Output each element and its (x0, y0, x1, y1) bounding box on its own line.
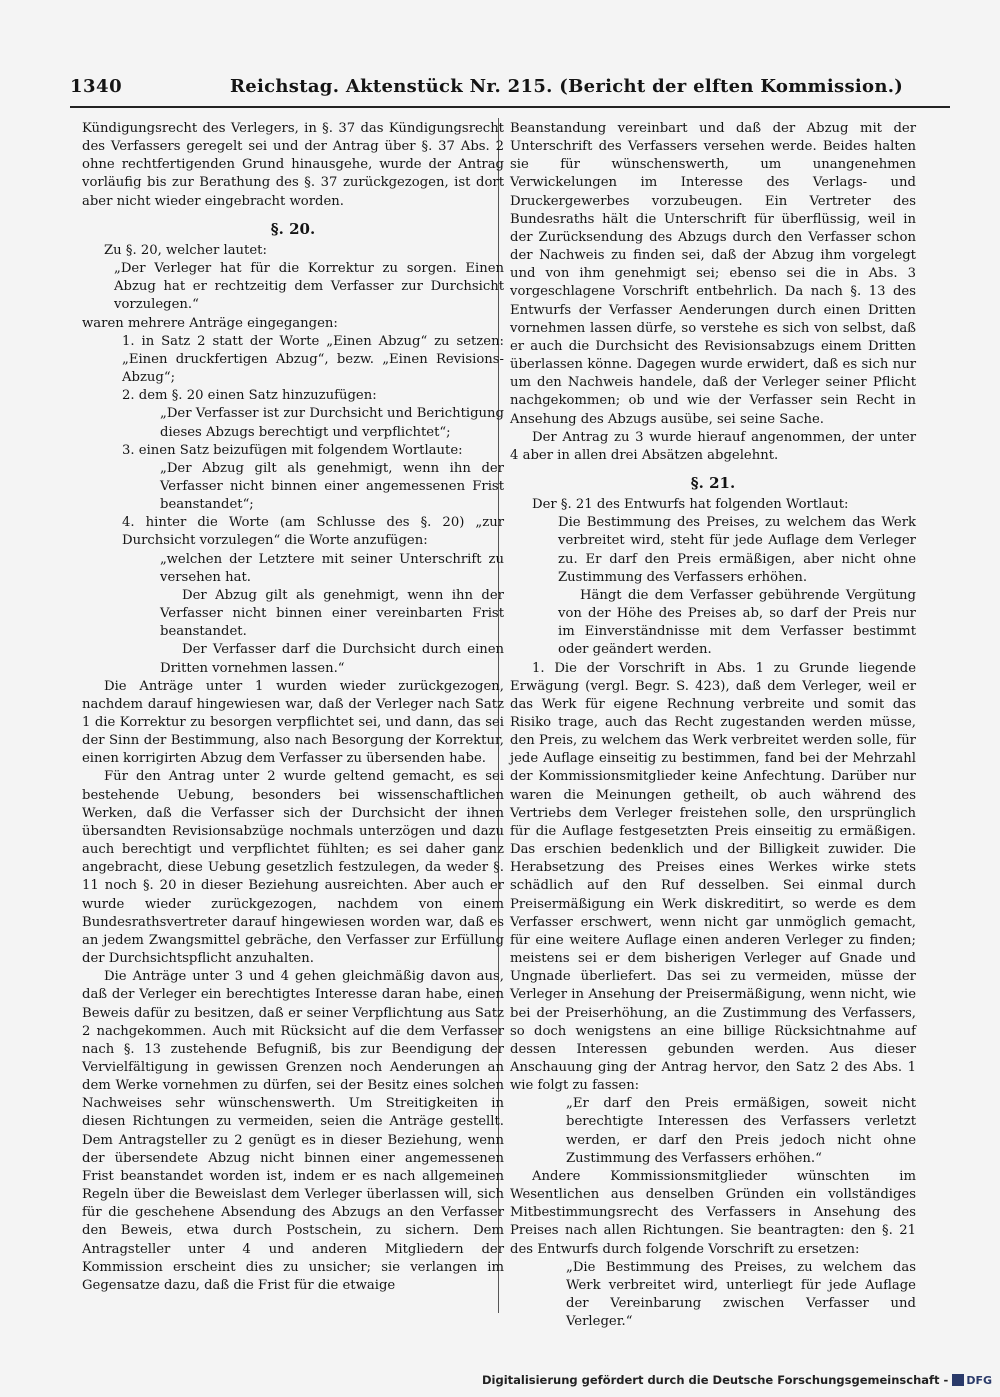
paragraph: Beanstandung vereinbart und daß der Abzug mit der Unterschrift des Verfassers versehen werde. Beides halten sie für wünschenswerth, um unangenehmen Verwickelungen im Interesse des Verlags- und Druckergewerbes vorzubeugen. Ein Vertreter des Bundesraths hält die Unterschrift für überflüssig, weil in der Zurücksendung des Abzugs durch den Verfasser schon der Nachweis zu finden sei, daß der Abzug ihm vorgelegt und von ihm genehmigt sei; ebenso sei die in Abs. 3 vorgeschlagene Vorschrift entbehrlich. Da nach §. 13 des Entwurfs der Verfasser Aenderungen durch einen Dritten vornehmen lassen dürfe, so verstehe es sich von selbst, daß er auch die Durchsicht des Revisionsabzugs einem Dritten überlassen könne. Dagegen wurde erwidert, daß es sich nur um den Nachweis handele, daß der Verleger seiner Pflicht nachgekommen; ob und wie der Verfasser sein Recht in Ansehung des Abzugs ausübe, sei seine Sache. (510, 121, 916, 427)
quote: Der Verfasser darf die Durchsicht durch einen Dritten vornehmen lassen.“ (160, 642, 504, 676)
paragraph: Die Anträge unter 3 und 4 gehen gleichmäßig davon aus, daß der Verleger ein berechtigtes Interesse daran habe, einen Beweis dafür zu besitzen, daß er seiner Verpflichtung aus Satz 2 nachgekommen. Auch mit Rücksicht auf die dem Verfasser nach §. 13 zustehende Befugniß, bis zur Beendigung der Vervielfältigung in gewissen Grenzen noch Aenderungen an dem Werke vornehmen zu dürfen, sei der Besitz eines solchen Nachweises sehr wünschenswerth. Um Streitigkeiten in diesen Richtungen zu vermeiden, seien die Anträge gestellt. Dem Antragsteller zu 2 genügt es in dieser Beziehung, wenn der übersendete Abzug nicht binnen einer angemessenen Frist beanstandet worden ist, indem er es nach allgemeinen Regeln über die Beweislast dem Verleger überlassen will, sich für die geschehene Absendung des Abzugs an den Verfasser den Beweis, etwa durch Postschein, zu sichern. Dem Antragsteller unter 4 und anderen Mitgliedern der Kommission erscheint dies zu unsicher; sie verlangen im Gegensatze dazu, daß die Frist für die etwaige (82, 969, 504, 1293)
paragraph: Für den Antrag unter 2 wurde geltend gemacht, es sei bestehende Uebung, besonders bei wissenschaftlichen Werken, daß die Verfasser sich der Durchsicht der ihnen übersandten Revisionsabzüge nochmals unterzögen und dazu auch berechtigt und verpflichtet fühlten; es sei daher ganz angebracht, diese Uebung gesetzlich festzulegen, da weder §. 11 noch §. 20 in dieser Beziehung ausreichten. Aber auch er wurde wieder zurückgezogen, nachdem von einem Bundesrathsvertreter darauf hingewiesen worden war, daß es an jedem Zwangsmittel gebräche, den Verfasser zur Erfüllung der Durchsichtspflicht anzuhalten. (82, 769, 504, 967)
list-item: 1. in Satz 2 statt der Worte „Einen Abzug“ zu setzen: „Einen druckfertigen Abzug“, bezw. „Einen Revisions-Abzug“; (122, 333, 504, 386)
list-item: 4. hinter die Worte (am Schlusse des §. 20) „zur Durchsicht vorzulegen“ die Worte anzufügen: (122, 515, 504, 549)
list-item: 3. einen Satz beizufügen mit folgendem Wortlaute: (122, 442, 463, 458)
section-heading-21: §. 21. (690, 473, 736, 492)
paragraph: Der §. 21 des Entwurfs hat folgenden Wortlaut: (532, 497, 849, 513)
left-column (82, 120, 504, 1295)
list-item: 2. dem §. 20 einen Satz hinzuzufügen: (122, 388, 377, 404)
page-number: 1340 (70, 76, 123, 97)
quote: „Der Verfasser ist zur Durchsicht und Berichtigung dieses Abzugs berechtigt und verpflichtet“; (160, 406, 504, 440)
quote: „Er darf den Preis ermäßigen, soweit nicht berechtigte Interessen des Verfassers verletzt werden, er darf den Preis jedoch nicht ohne Zustimmung des Verfassers erhöhen.“ (566, 1096, 916, 1166)
digitization-footer (482, 1369, 992, 1391)
quote: Die Bestimmung des Preises, zu welchem das Werk verbreitet wird, steht für jede Auflage dem Verleger zu. Er darf den Preis ermäßigen, aber nicht ohne Zustimmung des Verfassers erhöhen. (558, 515, 916, 585)
paragraph: Zu §. 20, welcher lautet: (104, 242, 267, 258)
running-title: Reichstag. Aktenstück Nr. 215. (Bericht der elften Kommission.) (230, 76, 904, 97)
right-column (510, 120, 916, 1331)
quote: „welchen der Letztere mit seiner Unterschrift zu versehen hat. (160, 551, 504, 585)
quote: „Der Verleger hat für die Korrektur zu sorgen. Einen Abzug hat er rechtzeitig dem Verfasser zur Durchsicht vorzulegen.“ (114, 261, 504, 313)
paragraph: Der Antrag zu 3 wurde hierauf angenommen, der unter 4 aber in allen drei Absätzen abgelehnt. (510, 429, 916, 463)
paragraph: Die Anträge unter 1 wurden wieder zurückgezogen, nachdem darauf hingewiesen war, daß der Verleger nach Satz 1 die Korrektur zu besorgen verpflichtet sei, und dann, das sei der Sinn der Bestimmung, also nach Besorgung der Korrektur, einen korrigirten Abzug dem Verfasser zu übersenden habe. (82, 678, 504, 767)
dfg-logo-icon (952, 1374, 964, 1386)
header-rule (70, 106, 950, 108)
paragraph: Andere Kommissionsmitglieder wünschten im Wesentlichen aus denselben Gründen ein vollständiges Mitbestimmungsrecht des Verfassers in Ansehung des Preises nach allen Richtungen. Sie beantragten: den §. 21 des Entwurfs durch folgende Vorschrift zu ersetzen: (510, 1168, 916, 1257)
footer-text: Digitalisierung gefördert durch die Deutsche Forschungsgemeinschaft - (481, 1373, 949, 1387)
paragraph: waren mehrere Anträge eingegangen: (82, 315, 338, 331)
page-header (70, 74, 950, 104)
section-heading-20: §. 20. (270, 219, 316, 238)
quote: Der Abzug gilt als genehmigt, wenn ihn der Verfasser nicht binnen einer vereinbarten Frist beanstandet. (160, 587, 504, 640)
dfg-logo-text: DFG (966, 1373, 992, 1387)
quote: „Der Abzug gilt als genehmigt, wenn ihn der Verfasser nicht binnen einer angemessenen Frist beanstandet“; (160, 460, 504, 513)
quote: Hängt die dem Verfasser gebührende Vergütung von der Höhe des Preises ab, so darf der Preis nur im Einverständnisse mit dem Verfasser bestimmt oder geändert werden. (558, 587, 916, 658)
paragraph: 1. Die der Vorschrift in Abs. 1 zu Grunde liegende Erwägung (vergl. Begr. S. 423), daß dem Verleger, weil er das Werk für eigene Rechnung verbreite und somit das Risiko trage, auch das Recht zugestanden werden müsse, den Preis, zu welchem das Werk verbreitet werden solle, für jede Auflage einseitig zu bestimmen, fand bei der Mehrzahl der Kommissionsmitglieder keine Anfechtung. Darüber nur waren die Meinungen getheilt, ob auch während des Vertriebs dem Verleger freistehen solle, den ursprünglich für die Auflage festgesetzten Preis einseitig zu ermäßigen. Das erschien bedenklich und der Billigkeit zuwider. Die Herabsetzung des Preises eines Werkes wirke stets schädlich auf den Ruf desselben. Sei einmal durch Preisermäßigung ein Werk diskreditirt, so werde es dem Verfasser erschwert, wenn nicht gar unmöglich gemacht, für eine weitere Auflage einen anderen Verleger zu finden; meistens sei er dem bisherigen Verleger auf Gnade und Ungnade überliefert. Das sei zu vermeiden, müsse der Verleger in Ansehung der Preisermäßigung, wenn nicht, wie bei der Preiserhöhung, an die Zustimmung des Verfassers, so doch wenigstens an eine billige Rücksichtnahme auf dessen Interessen gebunden werden. Aus dieser Anschauung ging der Antrag hervor, den Satz 2 des Abs. 1 wie folgt zu fassen: (510, 660, 916, 1094)
dfg-logo (952, 1374, 992, 1387)
quote: „Die Bestimmung des Preises, zu welchem das Werk verbreitet wird, unterliegt für jede Auflage der Vereinbarung zwischen Verfasser und Verleger.“ (566, 1259, 916, 1330)
paragraph: Kündigungsrecht des Verlegers, in §. 37 das Kündigungsrecht des Verfassers geregelt sei und der Antrag über §. 37 Abs. 2 ohne rechtfertigenden Grund hinausgehe, wurde der Antrag vorläufig bis zur Berathung des §. 37 zurückgezogen, ist dort aber nicht wieder eingebracht worden. (82, 121, 504, 209)
